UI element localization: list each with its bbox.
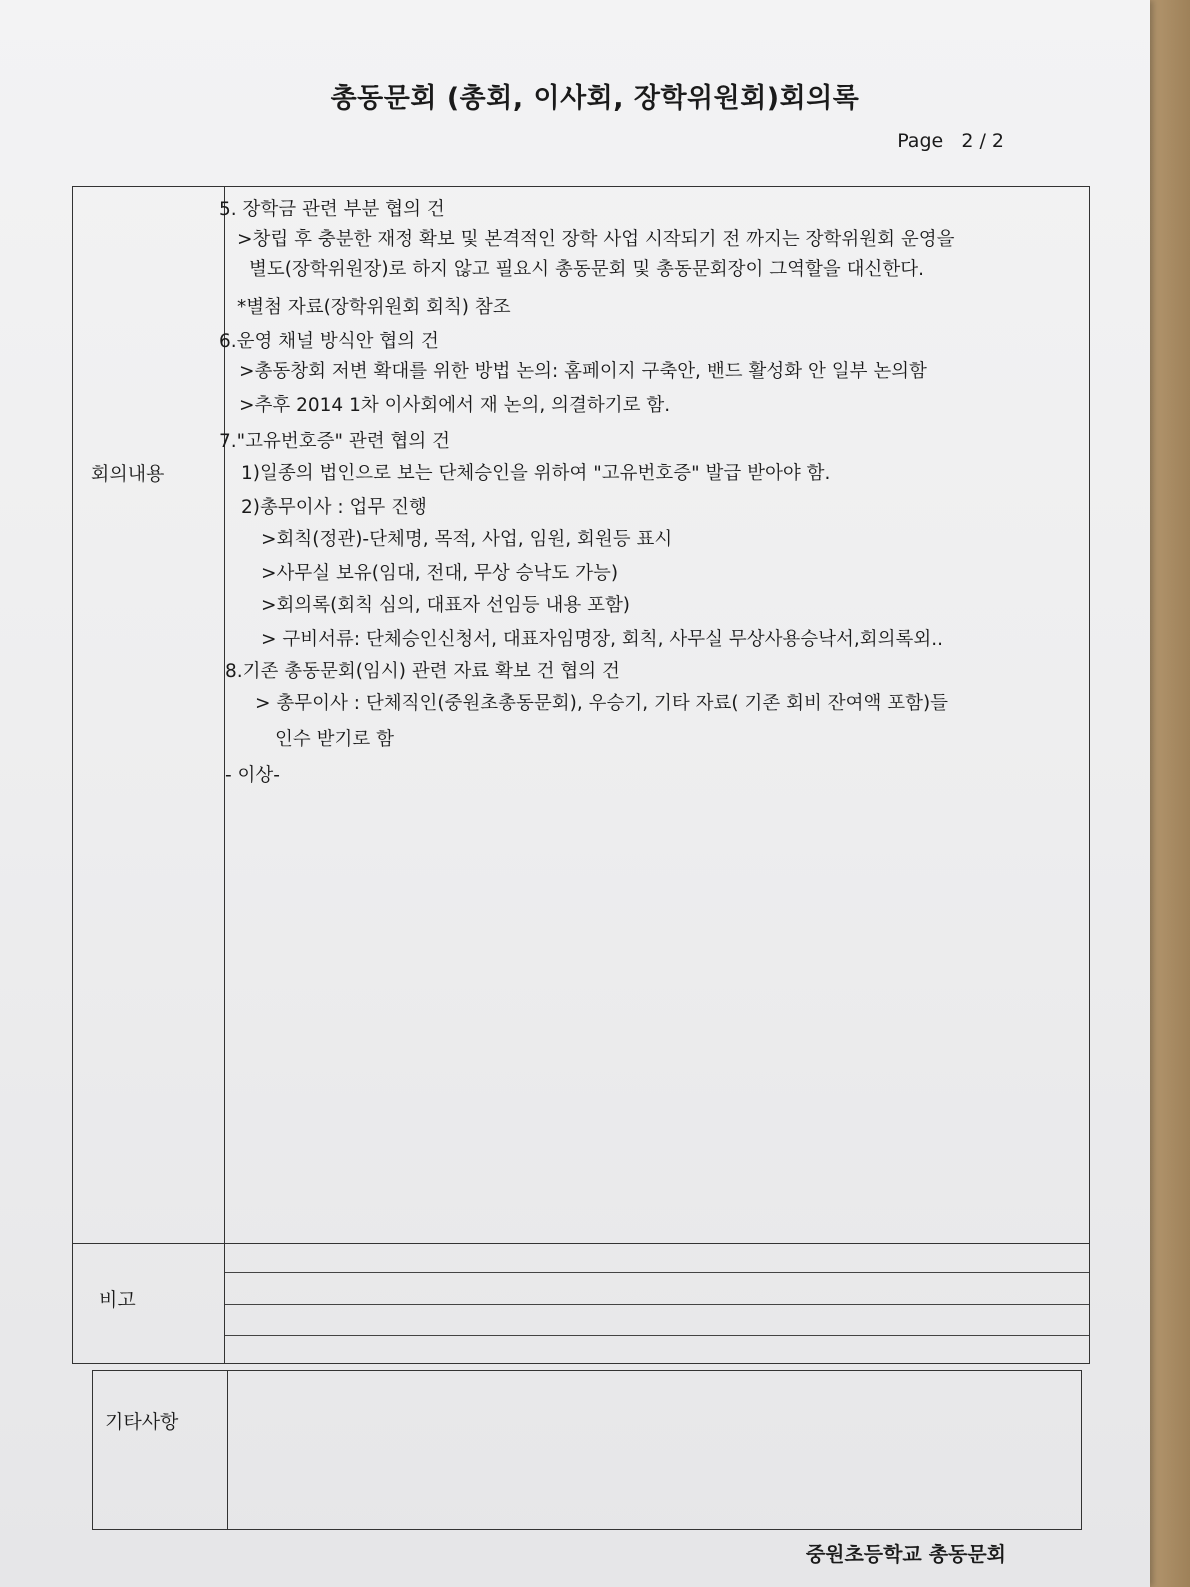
content-line: >추후 2014 1차 이사회에서 재 논의, 의결하기로 함. bbox=[239, 395, 671, 416]
content-line: 7."고유번호증" 관련 협의 건 bbox=[219, 431, 451, 452]
content-line: > 구비서류: 단체승인신청서, 대표자임명장, 회칙, 사무실 무상사용승낙서,회의록외.. bbox=[261, 629, 944, 650]
content-line: 별도(장학위원장)로 하지 않고 필요시 총동문회 및 총동문회장이 그역할을 대신한다. bbox=[249, 259, 924, 280]
content-line: >회의록(회칙 심의, 대표자 선임등 내용 포함) bbox=[261, 595, 631, 616]
remarks-rule bbox=[225, 1272, 1089, 1273]
content-line: 8.기존 총동문회(임시) 관련 자료 확보 건 협의 건 bbox=[225, 661, 620, 682]
content-line: 5. 장학금 관련 부분 협의 건 bbox=[219, 199, 445, 220]
meeting-content-label: 회의내용 bbox=[91, 463, 165, 485]
content-line: >회칙(정관)-단체명, 목적, 사업, 임원, 회원등 표시 bbox=[261, 529, 673, 550]
content-line: >사무실 보유(임대, 전대, 무상 승낙도 가능) bbox=[261, 563, 619, 584]
content-line: >창립 후 충분한 재정 확보 및 본격적인 장학 사업 시작되기 전 까지는 장학위원회 운영을 bbox=[237, 229, 955, 250]
content-line: 인수 받기로 함 bbox=[275, 729, 394, 750]
content-line: 1)일종의 법인으로 보는 단체승인을 위하여 "고유번호증" 발급 받아야 함. bbox=[241, 463, 831, 484]
document-title: 총동문회 (총회, 이사회, 장학위원회)회의록 bbox=[330, 83, 860, 114]
remarks-rule bbox=[225, 1304, 1089, 1305]
page-count: 2 / 2 bbox=[961, 130, 1004, 152]
other-matters-label: 기타사항 bbox=[105, 1411, 179, 1433]
label-column bbox=[73, 187, 225, 1363]
page-label: Page bbox=[897, 130, 944, 152]
content-line: 2)총무이사 : 업무 진행 bbox=[241, 497, 427, 518]
other-matters-table bbox=[92, 1370, 1082, 1530]
other-label-column bbox=[93, 1371, 228, 1529]
content-line: - 이상- bbox=[225, 765, 280, 786]
minutes-table bbox=[72, 186, 1090, 1364]
content-line: *별첨 자료(장학위원회 회칙) 참조 bbox=[237, 297, 511, 318]
remarks-divider bbox=[73, 1243, 1089, 1244]
content-line: 6.운영 채널 방식안 협의 건 bbox=[219, 331, 439, 352]
content-line: > 총무이사 : 단체직인(중원초총동문회), 우승기, 기타 자료( 기존 회비 잔여액 포함)들 bbox=[255, 693, 949, 714]
remarks-label: 비고 bbox=[99, 1289, 136, 1311]
page-number bbox=[897, 130, 1004, 152]
school-alumni-signature: 중원초등학교 총동문회 bbox=[805, 1542, 1006, 1566]
content-line: >총동창회 저변 확대를 위한 방법 논의: 홈페이지 구축안, 밴드 활성화 안 일부 논의함 bbox=[239, 361, 927, 382]
remarks-rule bbox=[225, 1335, 1089, 1336]
